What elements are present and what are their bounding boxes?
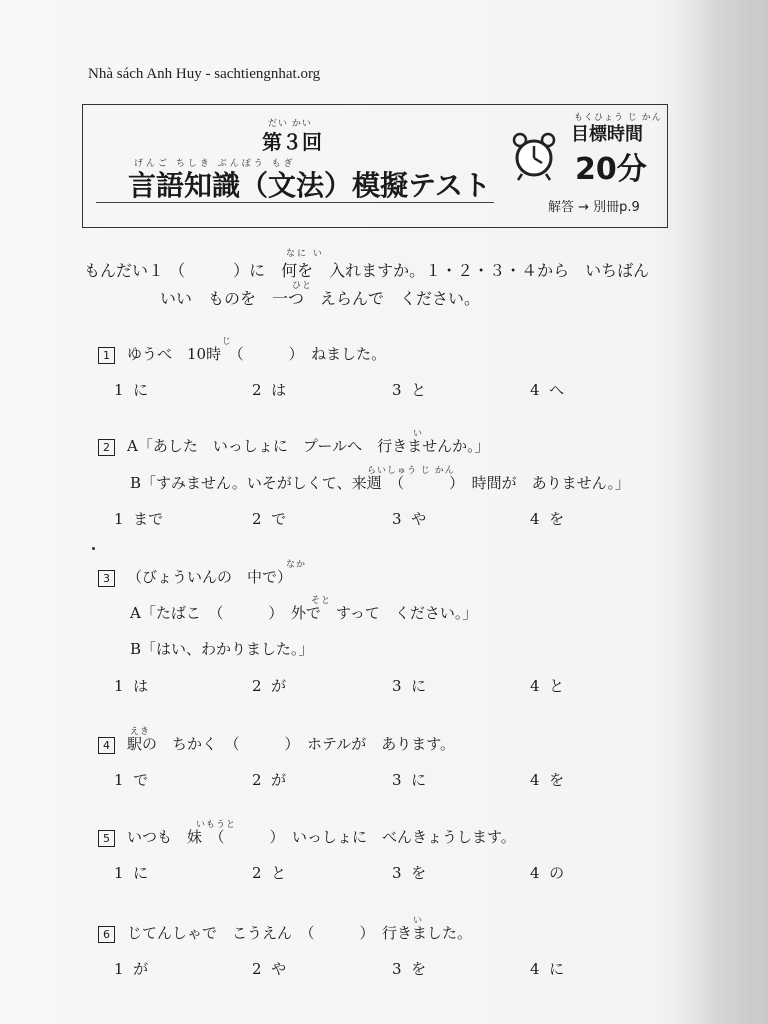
question-6-ruby: い <box>413 916 424 926</box>
instruction-line-1: もんだい１ （ ）に 何を 入れますか。１・２・３・４から いちばん <box>84 261 650 280</box>
target-time-value: 20分 <box>575 152 647 187</box>
option: 1 は <box>114 677 149 695</box>
question-6 <box>98 922 472 943</box>
question-number: 1 <box>98 347 115 364</box>
question-5-ruby: いもうと <box>196 820 237 830</box>
question-text-line: B「はい、わかりました。」 <box>130 640 314 658</box>
option: 4 の <box>530 864 565 882</box>
option: 2 で <box>252 510 287 528</box>
question-5 <box>98 826 516 847</box>
question-1 <box>98 343 386 364</box>
target-time-label: 目標時間 <box>571 124 643 145</box>
question-number: 6 <box>98 926 115 943</box>
scan-speck <box>92 547 95 550</box>
question-text-line: A「たばこ （ ） 外で すって ください。」 <box>130 604 478 622</box>
question-3-ruby: なか <box>286 560 307 570</box>
question-2 <box>98 435 490 456</box>
instruction-line-2: いい ものを 一つ えらんで ください。 <box>160 289 481 308</box>
option: 3 と <box>392 381 427 399</box>
option: 4 に <box>530 960 565 978</box>
option: 3 を <box>392 864 427 882</box>
question-number: 4 <box>98 737 115 754</box>
question-text: （びょういんの 中で） <box>127 568 293 586</box>
question-3-ruby-2: そと <box>311 596 332 606</box>
option: 2 は <box>252 381 287 399</box>
question-text: いつも 妹 （ ） いっしょに べんきょうします。 <box>127 828 516 846</box>
instruction-ruby-1: なに い <box>286 249 324 259</box>
instruction-ruby-2: ひと <box>292 281 313 291</box>
question-4-ruby: えき <box>130 727 151 737</box>
option: 1 に <box>114 864 149 882</box>
sub-title-ruby: だい かい <box>268 119 312 129</box>
option: 3 に <box>392 677 427 695</box>
option: 1 が <box>114 960 149 978</box>
question-text: 駅の ちかく （ ） ホテルが あります。 <box>127 735 456 753</box>
option: 4 へ <box>530 381 565 399</box>
option: 3 に <box>392 771 427 789</box>
question-2-ruby: い <box>413 429 424 439</box>
question-text: A「あした いっしょに プールへ 行きませんか。」 <box>127 437 490 455</box>
question-3 <box>98 566 292 587</box>
page-title: 言語知識（文法）模擬テスト <box>128 169 491 202</box>
option: 4 を <box>530 510 565 528</box>
question-text: じてんしゃで こうえん （ ） 行きました。 <box>127 924 473 942</box>
question-text: ゆうべ 10時 （ ） ねました。 <box>127 345 387 363</box>
option: 2 や <box>252 960 287 978</box>
question-2-ruby-2: らいしゅう じ かん <box>367 466 455 476</box>
option: 2 と <box>252 864 287 882</box>
question-4 <box>98 733 455 754</box>
alarm-clock-icon <box>510 130 558 182</box>
option: 3 や <box>392 510 427 528</box>
option: 4 と <box>530 677 565 695</box>
publisher-text: Nhà sách Anh Huy - sachtiengnhat.org <box>88 66 321 82</box>
option: 1 に <box>114 381 149 399</box>
question-1-ruby: じ <box>222 337 233 347</box>
option: 3 を <box>392 960 427 978</box>
option: 2 が <box>252 771 287 789</box>
option: 4 を <box>530 771 565 789</box>
option: 1 まで <box>114 510 164 528</box>
test-number: 第３回 <box>262 130 322 154</box>
target-ruby: もくひょう じ かん <box>574 113 662 123</box>
question-number: 3 <box>98 570 115 587</box>
scan-shadow <box>688 0 768 1024</box>
main-title-ruby: げんご ちしき ぶんぽう もぎ <box>134 159 296 169</box>
option: 1 で <box>114 771 149 789</box>
answer-reference: 解答 → 別冊p.9 <box>548 200 640 215</box>
question-text-line: B「すみません。いそがしくて、来週 （ ） 時間が ありません。」 <box>130 474 631 492</box>
question-number: 2 <box>98 439 115 456</box>
option: 2 が <box>252 677 287 695</box>
question-number: 5 <box>98 830 115 847</box>
